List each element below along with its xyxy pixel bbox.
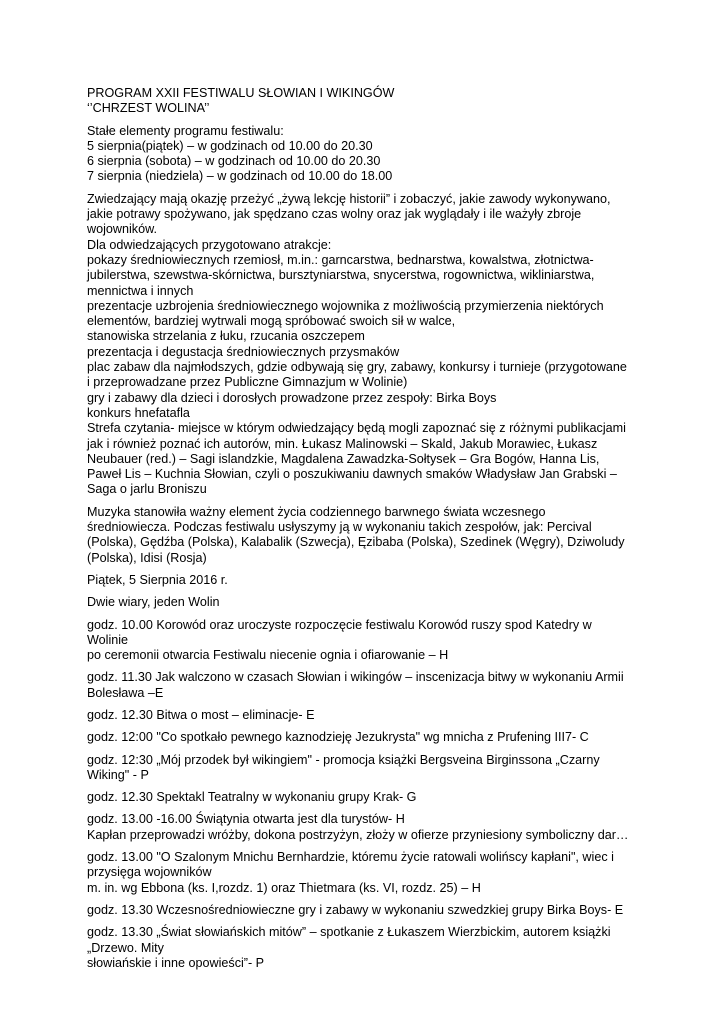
event-item bbox=[87, 708, 647, 723]
event-item bbox=[87, 812, 647, 843]
event-line: godz. 13.30 Wczesnośredniowieczne gry i zabawy w wykonaniu szwedzkiej grupy Birka Boys- E bbox=[87, 902, 624, 917]
intro-paragraph bbox=[87, 192, 647, 498]
event-line: godz. 12.30 Spektakl Teatralny w wykonaniu grupy Krak- G bbox=[87, 790, 417, 805]
music-line: (Polska), Gędźba (Polska), Kalabalik (Szwecja), Ęzibaba (Polska), Szedinek (Węgry), Dziwoludy bbox=[87, 535, 625, 550]
fixed-day-2: 6 sierpnia (sobota) – w godzinach od 10.00 do 20.30 bbox=[87, 154, 381, 169]
intro-line: gry i zabawy dla dzieci i dorosłych prowadzone przez zespoły: Birka Boys bbox=[87, 390, 497, 405]
intro-line: Paweł Lis – Kuchnia Słowian, czyli o poszukiwaniu dawnych smaków Władysław Jan Grabski – bbox=[87, 467, 617, 482]
event-line: Kapłan przeprowadzi wróżby, dokona postrzyżyn, złoży w ofierze przyniesiony symboliczny dar… bbox=[87, 827, 629, 842]
fixed-day-1: 5 sierpnia(piątek) – w godzinach od 10.00 do 20.30 bbox=[87, 138, 373, 153]
event-item bbox=[87, 670, 647, 701]
intro-line: jubilerstwa, szewstwa-skórnictwa, bursztyniarstwa, snycerstwa, rogownictwa, wikliniarstwa, bbox=[87, 268, 595, 283]
event-line: Wiking" - P bbox=[87, 767, 149, 782]
intro-line: Zwiedzający mają okazję przeżyć „żywą lekcję historii” i zobaczyć, jakie zawody wykonywano, bbox=[87, 191, 611, 206]
event-item bbox=[87, 850, 647, 896]
event-line: godz. 11.30 Jak walczono w czasach Słowian i wikingów – inscenizacja bitwy w wykonaniu Armii bbox=[87, 670, 624, 685]
title-line-1: PROGRAM XXII FESTIWALU SŁOWIAN I WIKINGÓW bbox=[87, 86, 395, 100]
event-line: godz. 12.30 Bitwa o most – eliminacje- E bbox=[87, 707, 315, 722]
intro-line: elementów, bardziej wytrwali mogą spróbować swoich sił w walce, bbox=[87, 314, 456, 329]
music-line: Muzyka stanowiła ważny element życia codziennego barwnego świata wczesnego bbox=[87, 504, 546, 519]
intro-line: mennictwa i innych bbox=[87, 283, 194, 298]
intro-line: prezentacja i degustacja średniowiecznych przysmaków bbox=[87, 344, 400, 359]
intro-line: jak i również poznać ich autorów, min. Łukasz Malinowski – Skald, Jakub Morawiec, Łukasz bbox=[87, 436, 598, 451]
fixed-program-heading: Stałe elementy programu festiwalu: bbox=[87, 123, 284, 138]
event-line: Wolinie bbox=[87, 632, 129, 647]
event-line: m. in. wg Ebbona (ks. I,rozdz. 1) oraz Thietmara (ks. VI, rozdz. 25) – H bbox=[87, 880, 481, 895]
event-line: godz. 13.30 „Świat słowiańskich mitów” – spotkanie z Łukaszem Wierzbickim, autorem książki bbox=[87, 925, 611, 940]
event-item bbox=[87, 618, 647, 664]
event-line: po ceremonii otwarcia Festiwalu niecenie ognia i ofiarowanie – H bbox=[87, 648, 449, 663]
intro-line: Strefa czytania- miejsce w którym odwiedzający będą mogli zapoznać się z różnymi publikacjami bbox=[87, 421, 626, 436]
document-content bbox=[87, 86, 647, 971]
event-line: godz. 13.00 -16.00 Świątynia otwarta jest dla turystów- H bbox=[87, 812, 405, 827]
day-heading bbox=[87, 573, 647, 588]
day-motto bbox=[87, 595, 647, 610]
event-item bbox=[87, 790, 647, 805]
intro-line: pokazy średniowiecznych rzemiosł, m.in.: garncarstwa, bednarstwa, kowalstwa, złotnictwa- bbox=[87, 252, 594, 267]
fixed-day-3: 7 sierpnia (niedziela) – w godzinach od 10.00 do 18.00 bbox=[87, 169, 393, 184]
intro-line: prezentacje uzbrojenia średniowiecznego wojownika z możliwością przymierzenia niektórych bbox=[87, 298, 604, 313]
event-line: godz. 12:00 "Co spotkało pewnego kaznodzieję Jezukrysta" wg mnicha z Prufening III7- C bbox=[87, 730, 589, 745]
music-paragraph bbox=[87, 505, 647, 566]
intro-line: i przeprowadzane przez Publiczne Gimnazjum w Wolinie) bbox=[87, 375, 408, 390]
intro-line: plac zabaw dla najmłodszych, gdzie odbywają się gry, zabawy, konkursy i turnieje (przygotowane bbox=[87, 360, 627, 375]
intro-line: Dla odwiedzających przygotowano atrakcje: bbox=[87, 237, 332, 252]
event-line: godz. 13.00 "O Szalonym Mnichu Bernhardzie, któremu życie ratowali wolińscy kapłani", wiec i bbox=[87, 850, 614, 865]
day-motto-text: Dwie wiary, jeden Wolin bbox=[87, 595, 220, 610]
intro-line: jakie potrawy spożywano, jak spędzano czas wolny oraz jak wyglądały i ile ważyły zbroje bbox=[87, 207, 582, 222]
event-item bbox=[87, 730, 647, 745]
event-line: godz. 10.00 Korowód oraz uroczyste rozpoczęcie festiwalu Korowód ruszy spod Katedry w bbox=[87, 617, 592, 632]
day-heading-text: Piątek, 5 Sierpnia 2016 r. bbox=[87, 572, 228, 587]
event-item bbox=[87, 925, 647, 971]
event-line: słowiańskie i inne opowieści”- P bbox=[87, 955, 265, 970]
event-line: godz. 12:30 „Mój przodek był wikingiem" - promocja książki Bergsveina Birginssona „Czarny bbox=[87, 752, 600, 767]
event-line: „Drzewo. Mity bbox=[87, 940, 164, 955]
event-line: przysięga wojowników bbox=[87, 865, 212, 880]
event-line: Bolesława –E bbox=[87, 685, 164, 700]
intro-line: wojowników. bbox=[87, 222, 157, 237]
intro-line: stanowiska strzelania z łuku, rzucania oszczepem bbox=[87, 329, 365, 344]
event-item bbox=[87, 903, 647, 918]
fixed-program bbox=[87, 124, 647, 185]
music-line: (Polska), Idisi (Rosja) bbox=[87, 550, 207, 565]
music-line: średniowiecza. Podczas festiwalu usłyszymy ją w wykonaniu takich zespołów, jak: Percival bbox=[87, 520, 592, 535]
event-list bbox=[87, 618, 647, 972]
program-title bbox=[87, 86, 647, 117]
intro-line: Saga o jarlu Broniszu bbox=[87, 482, 207, 497]
title-line-2: ‘’CHRZEST WOLINA’’ bbox=[87, 101, 210, 116]
intro-line: konkurs hnefatafla bbox=[87, 405, 190, 420]
intro-line: Neubauer (red.) – Sagi islandzkie, Magdalena Zawadzka-Sołtysek – Gra Bogów, Hanna Lis, bbox=[87, 451, 600, 466]
event-item bbox=[87, 753, 647, 784]
